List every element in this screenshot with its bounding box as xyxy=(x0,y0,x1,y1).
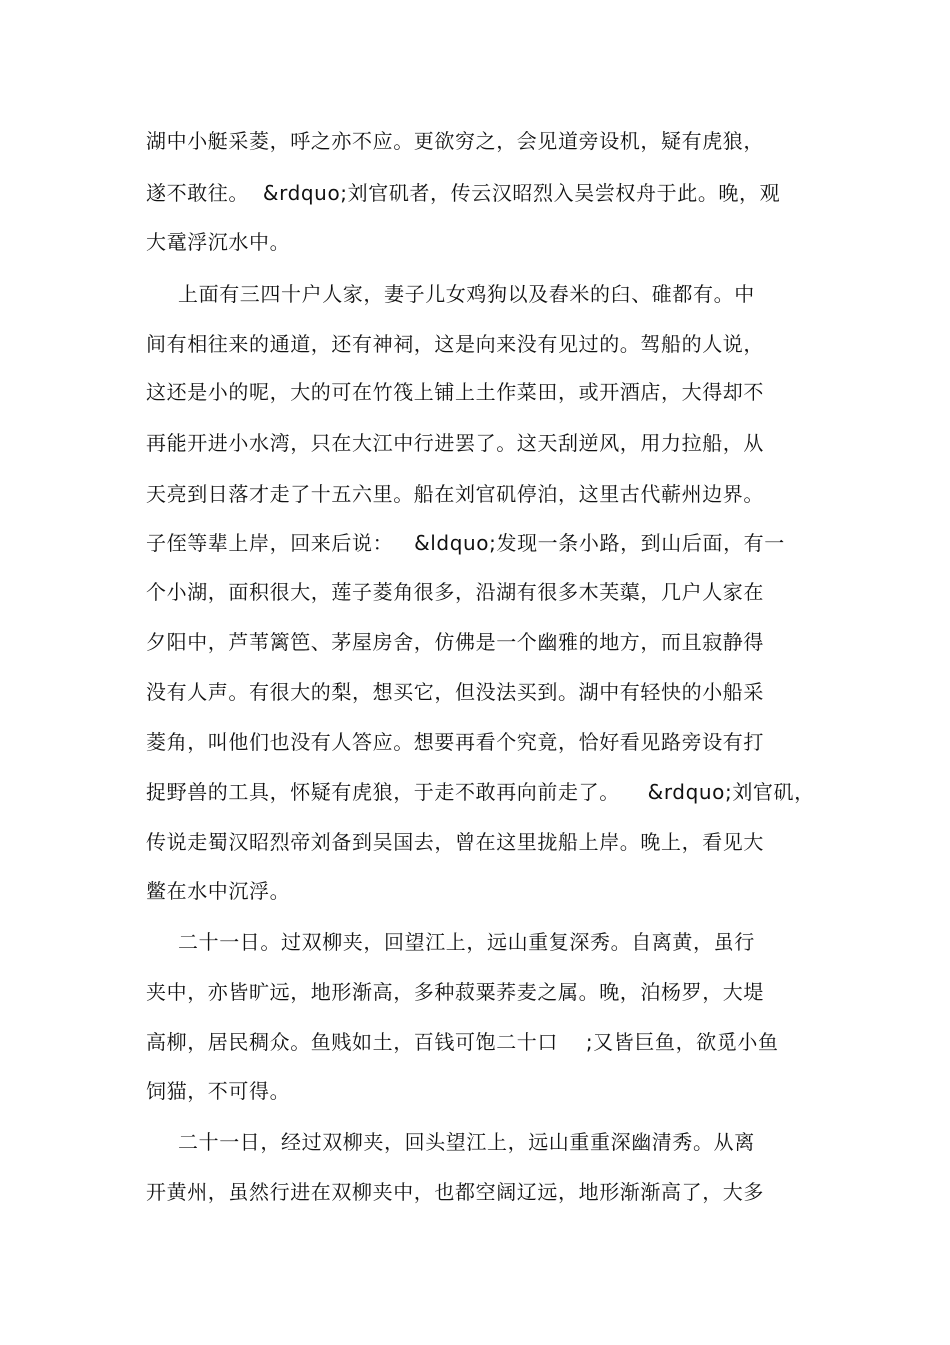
text-line: 这还是小的呢，大的可在竹筏上铺上土作菜田，或开酒店，大得却不 xyxy=(146,380,764,404)
paragraph-first-line: 二十一日。过双柳夹，回望江上，远山重复深秀。自离黄，虽行 xyxy=(178,930,755,954)
text-line: 个小湖，面积很大，莲子菱角很多，沿湖有很多木芙蕖，几户人家在 xyxy=(146,580,764,604)
text-line: 间有相往来的通道，还有神祠，这是向来没有见过的。驾船的人说， xyxy=(146,332,764,356)
text-line: 菱角，叫他们也没有人答应。想要再看个究竟，恰好看见路旁设有打 xyxy=(146,730,764,754)
text-line: 捉野兽的工具，怀疑有虎狼，于走不敢再向前走了。 &rdquo;刘官矶， xyxy=(146,780,815,804)
paragraph-first-line: 上面有三四十户人家，妻子儿女鸡狗以及舂米的臼、碓都有。中 xyxy=(178,282,755,306)
text-line: 大鼋浮沉水中。 xyxy=(146,230,291,254)
text-line: 没有人声。有很大的梨，想买它，但没法买到。湖中有轻快的小船采 xyxy=(146,680,764,704)
text-line: 高柳，居民稠众。鱼贱如土，百钱可饱二十口 ;又皆巨鱼，欲觅小鱼 xyxy=(146,1030,779,1054)
text-line: 鳖在水中沉浮。 xyxy=(146,879,291,903)
paragraph-first-line: 二十一日，经过双柳夹，回头望江上，远山重重深幽清秀。从离 xyxy=(178,1130,755,1154)
text-line: 夹中，亦皆旷远，地形渐高，多种菽粟荞麦之属。晚，泊杨罗，大堤 xyxy=(146,980,764,1004)
text-line: 湖中小艇采菱，呼之亦不应。更欲穷之，会见道旁设机，疑有虎狼， xyxy=(146,129,764,153)
text-line: 传说走蜀汉昭烈帝刘备到吴国去，曾在这里拢船上岸。晚上，看见大 xyxy=(146,830,764,854)
text-line: 夕阳中，芦苇篱笆、茅屋房舍，仿佛是一个幽雅的地方，而且寂静得 xyxy=(146,630,764,654)
text-line: 遂不敢往。 &rdquo;刘官矶者，传云汉昭烈入吴尝权舟于此。晚，观 xyxy=(146,181,781,205)
text-line: 天亮到日落才走了十五六里。船在刘官矶停泊，这里古代蕲州边界。 xyxy=(146,482,764,506)
text-line: 开黄州，虽然行进在双柳夹中，也都空阔辽远，地形渐渐高了，大多 xyxy=(146,1180,764,1204)
text-line: 饲猫，不可得。 xyxy=(146,1079,291,1103)
text-line: 再能开进小水湾，只在大江中行进罢了。这天刮逆风，用力拉船，从 xyxy=(146,431,764,455)
text-line: 子侄等辈上岸，回来后说： &ldquo;发现一条小路，到山后面，有一 xyxy=(146,531,785,555)
